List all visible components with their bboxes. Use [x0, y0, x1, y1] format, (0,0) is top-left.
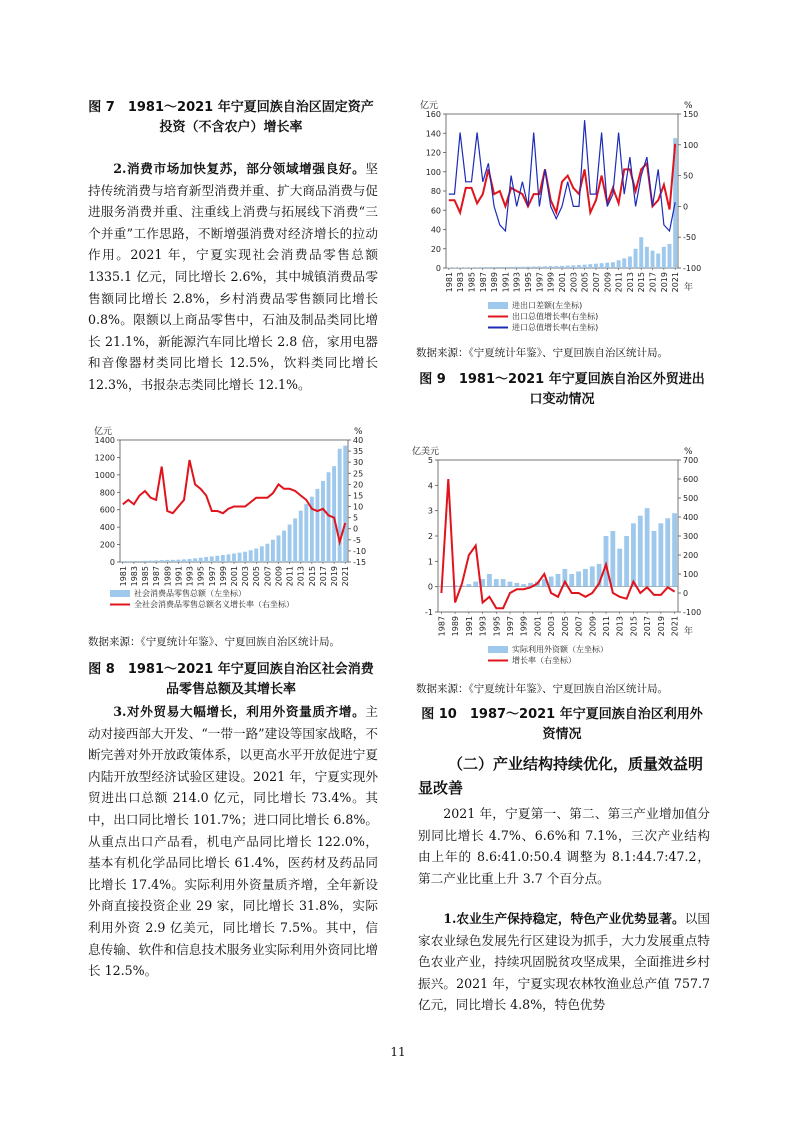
fig10-right-tick-label: 300 [683, 532, 699, 541]
fig8-right-tick-label: -5 [353, 535, 361, 545]
fig9-x-tick-label: 2013 [625, 272, 635, 293]
fig9-bar [628, 256, 632, 268]
fig8-x-tick-label: 1987 [152, 566, 162, 587]
fig10-right-tick-label: 0 [683, 589, 689, 598]
fig8-bar [193, 558, 197, 562]
fig9-bar [566, 266, 570, 268]
fig10-bar [549, 577, 554, 587]
fig9-bar [639, 237, 643, 268]
fig10-source: 数据来源：《宁夏统计年鉴》、宁夏回族自治区统计局。 [416, 683, 668, 695]
fig9-bar [594, 264, 598, 268]
fig9-legend-label: 进口总值增长率(右坐标) [512, 323, 599, 332]
fig10-x-tick-label: 1997 [506, 616, 515, 637]
trade-body: 主动对接西部大开发、“一带一路”建设等国家战略，不断完善对外开放政策体系，以更高水平开放促进宁夏内陆开放型经济试验区建设。2021 年，宁夏实现外贸进出口总额 214.0 亿元，同比增长 73.4%。其中，出口同比增长 101.7%；进口同比增长 6.8%。从重点出口产品看，机电产品同比增长 122.0%，基本有机化学品同比增长 61.4%，医药材及药品同比增长 17.4%。实际利用外资量质齐增，全年新设外商直接投资企业 29 家，同比增长 31.8%，实际利用外资 2.9 亿美元，同比增长 7.5%。其中，信息传输、软件和信息技术服务业实际利用外资同比增长 12.5%。 [88, 704, 378, 979]
fig8-source: 数据来源：《宁夏统计年鉴》、宁夏回族自治区统计局。 [88, 636, 340, 648]
fig9-right-tick-label: 0 [683, 202, 689, 212]
fig9-left-tick-label: 100 [425, 167, 441, 177]
fig10-bar [631, 523, 636, 586]
fig9-left-tick-label: 120 [425, 148, 441, 158]
fig8-legend-swatch [110, 590, 130, 597]
fig10-bar [610, 531, 615, 587]
fig9-bar [520, 267, 524, 268]
consumption-paragraph [88, 158, 378, 396]
fig10-x-tick-label: 1995 [492, 616, 502, 637]
fig8-x-tick-label: 1993 [185, 566, 195, 587]
fig9-bar [588, 264, 592, 268]
fig10-bar [583, 569, 588, 587]
fig8-bar [221, 555, 225, 562]
fig8-bar [265, 544, 269, 562]
fig10-bar [501, 579, 506, 587]
fig8-bar [204, 557, 208, 562]
fig8-bar [249, 550, 253, 562]
fig8-bar [343, 446, 347, 562]
fig8-bar [260, 546, 264, 562]
fig8-bar [215, 556, 219, 562]
fig8-right-tick-label: 10 [353, 502, 364, 512]
fig10-bar [576, 571, 581, 586]
fig8-legend-label: 全社会消费品零售总额名义增长率（右坐标） [134, 600, 294, 609]
fig8-bar [254, 548, 258, 562]
fig10-bar [466, 584, 471, 587]
fig9-source: 数据来源：《宁夏统计年鉴》、宁夏回族自治区统计局。 [416, 347, 668, 359]
fig10-left-tick-label: 0 [427, 582, 433, 592]
fig7-caption: 图 7 1981～2021 年宁夏回族自治区固定资产投资（不含农户）增长率 [88, 100, 374, 135]
fig8-bar [332, 466, 336, 562]
fig8-bar [160, 560, 164, 562]
fig8-bar [321, 481, 325, 562]
fig10-bar [494, 579, 499, 587]
fig8-left-tick-label: 600 [99, 505, 115, 515]
fig9-bar [611, 262, 615, 268]
fig8-bar [232, 554, 236, 562]
fig9-x-tick-label: 2011 [614, 272, 624, 293]
fig8-x-tick-label: 2015 [307, 566, 317, 587]
fig10-bar [590, 566, 595, 586]
fig10-left-tick-label: 4 [427, 481, 433, 491]
fig8-right-tick-label: -10 [353, 546, 367, 556]
fig8-bar [143, 561, 147, 562]
fig9-x-tick-label: 1999 [546, 272, 556, 293]
fig10-svg [412, 440, 710, 668]
fig10-bar [624, 536, 629, 587]
fig9-right-tick-label: -100 [683, 264, 702, 273]
fig9-bar [498, 267, 502, 268]
fig9-bar [549, 266, 553, 268]
fig8-chart [86, 424, 378, 620]
fig9-bar [481, 267, 485, 268]
fig8-bar [304, 504, 308, 562]
fig9-bar [554, 266, 558, 268]
section-heading: （二）产业结构持续优化，质量效益明显改善 [418, 755, 704, 797]
fig9-x-tick-label: 2003 [569, 272, 579, 293]
fig9-bar [543, 266, 547, 268]
consumption-lead: 2.消费市场加快复苏，部分领域增强良好。 [113, 161, 366, 176]
fig10-left-unit: 亿美元 [412, 447, 440, 457]
fig9-right-tick-label: -50 [683, 233, 697, 243]
consumption-body: 坚持传统消费与培育新型消费并重、扩大商品消费与促进服务消费并重、注重线上消费与拓展线下消费“三个并重”工作思路，不断增强消费对经济增长的拉动作用。2021 年，宁夏实现社会消费品零售总额 1335.1 亿元，同比增长 2.6%，其中城镇消费品零售额同比增长 2.8%，乡村消费品零售额同比增长 0.8%。限额以上商品零售中，石油及制品类同比增长 21.1%，新能源汽车同比增长 2.8 倍，家用电器和音像器材类同比增长 12.5%，饮料类同比增长 12.3%，书报杂志类同比增长 12.1%。 [88, 161, 378, 392]
fig9-bar [571, 265, 575, 268]
fig9-bar [475, 267, 479, 268]
fig9-bar [515, 267, 519, 268]
fig8-bar [176, 560, 180, 562]
fig10-x-tick-label: 2015 [629, 616, 639, 637]
fig9-x-tick-label: 2021 [671, 272, 681, 293]
fig8-x-tick-label: 1981 [118, 566, 128, 587]
fig9-x-tick-label: 2017 [648, 272, 658, 293]
fig9-bar [645, 247, 649, 268]
fig8-bar [188, 559, 192, 562]
fig8-left-tick-label: 1400 [94, 436, 115, 445]
fig10-x-suffix: 年 [684, 627, 694, 637]
fig9-chart [416, 96, 710, 342]
fig8-x-tick-label: 2009 [274, 566, 284, 587]
fig8-x-tick-label: 1983 [129, 566, 139, 587]
fig10-x-tick-label: 2019 [656, 616, 666, 637]
fig8-bar [126, 561, 130, 562]
fig9-bar [526, 267, 530, 268]
fig8-left-unit: 亿元 [94, 427, 113, 437]
fig8-x-tick-label: 2003 [241, 566, 251, 587]
fig8-bar [282, 531, 286, 562]
fig9-bar [662, 247, 666, 268]
agriculture-paragraph [418, 908, 710, 1016]
fig10-right-tick-label: 700 [683, 456, 699, 465]
fig9-legend-swatch [488, 302, 508, 309]
fig8-x-tick-label: 2011 [285, 566, 295, 587]
fig10-bar [638, 516, 643, 587]
fig10-x-tick-label: 2005 [560, 616, 570, 637]
fig10-x-tick-label: 2017 [643, 616, 653, 637]
fig9-x-tick-label: 1987 [478, 272, 488, 293]
fig10-bar [473, 582, 478, 587]
fig8-bar [132, 561, 136, 562]
fig8-left-tick-label: 1200 [94, 453, 115, 463]
fig9-bar [605, 263, 609, 268]
fig9-line-2 [449, 120, 675, 231]
fig9-x-suffix: 年 [684, 283, 694, 293]
fig9-bar [537, 266, 541, 268]
fig9-x-tick-label: 2019 [659, 272, 669, 293]
fig8-bar [165, 560, 169, 562]
fig8-bar [199, 558, 203, 562]
fig8-x-tick-label: 2013 [296, 566, 306, 587]
fig8-x-tick-label: 1991 [174, 566, 184, 587]
fig8-x-tick-label: 1989 [163, 566, 173, 587]
fig10-right-tick-label: -100 [683, 608, 702, 617]
fig9-x-tick-label: 2009 [603, 272, 613, 293]
fig10-bar [569, 574, 574, 587]
fig10-x-tick-label: 2001 [533, 616, 543, 637]
fig10-right-tick-label: 500 [683, 494, 699, 503]
fig8-bar [182, 559, 186, 562]
fig10-bar [652, 531, 657, 587]
fig8-right-tick-label: -15 [353, 558, 367, 567]
fig10-legend-label: 实际利用外资额（左坐标） [512, 645, 608, 654]
fig10-x-tick-label: 2007 [574, 616, 584, 637]
fig10-x-tick-label: 1999 [519, 616, 529, 637]
fig8-bar [243, 552, 247, 562]
fig9-x-tick-label: 1995 [524, 272, 534, 293]
fig9-bar [469, 267, 473, 268]
fig9-right-unit: % [684, 101, 693, 111]
fig10-bar [446, 586, 451, 587]
fig10-bar [521, 584, 526, 587]
fig10-right-unit: % [684, 447, 693, 457]
fig9-x-tick-label: 1985 [467, 272, 477, 293]
fig8-bar [327, 472, 331, 562]
fig10-left-tick-label: 3 [427, 506, 433, 516]
fig8-left-tick-label: 400 [99, 523, 115, 533]
fig8-bar [271, 540, 275, 562]
fig8-x-tick-label: 2005 [252, 566, 262, 587]
fig10-bar [604, 536, 609, 587]
fig9-caption: 图 9 1981～2021 年宁夏回族自治区外贸进出口变动情况 [419, 372, 705, 407]
fig10-left-tick-label: -1 [425, 608, 433, 617]
fig10-chart [412, 440, 710, 668]
fig9-bar [668, 244, 672, 268]
fig10-x-tick-label: 2009 [588, 616, 598, 637]
fig8-right-tick-label: 30 [353, 458, 364, 468]
fig10-bar [658, 523, 663, 586]
fig10-x-tick-label: 1987 [437, 616, 447, 637]
fig10-legend-label: 增长率（右坐标） [512, 656, 576, 665]
fig8-right-tick-label: 35 [353, 447, 364, 457]
fig9-bar [577, 265, 581, 268]
fig8-bar [226, 554, 230, 562]
fig10-bar [672, 513, 677, 586]
fig8-legend-label: 社会消费品零售总额（左坐标） [134, 589, 246, 598]
fig8-x-tick-label: 2007 [263, 566, 273, 587]
fig8-bar [171, 560, 175, 562]
fig8-left-tick-label: 200 [99, 540, 115, 550]
fig9-right-tick-label: 100 [683, 140, 699, 150]
fig8-bar [121, 561, 125, 562]
fig9-left-tick-label: 40 [430, 225, 441, 235]
fig9-x-tick-label: 1991 [501, 272, 511, 293]
fig10-bar [556, 574, 561, 587]
fig10-right-tick-label: 200 [683, 551, 699, 560]
fig8-x-tick-label: 2019 [330, 566, 340, 587]
fig9-x-tick-label: 1983 [456, 272, 466, 293]
fig8-svg [86, 424, 378, 620]
fig9-left-unit: 亿元 [420, 101, 439, 111]
fig10-x-tick-label: 2011 [602, 616, 611, 637]
fig10-bar [665, 518, 670, 586]
fig8-bar [277, 535, 281, 562]
fig9-bar [622, 258, 626, 268]
fig9-bar [486, 267, 490, 268]
fig8-x-tick-label: 2017 [318, 566, 328, 587]
fig8-right-tick-label: 20 [353, 480, 364, 490]
fig8-x-tick-label: 1997 [207, 566, 217, 587]
fig8-bar [288, 525, 292, 562]
fig10-x-tick-label: 2003 [547, 616, 557, 637]
fig10-x-tick-label: 1991 [464, 616, 474, 637]
fig10-right-tick-label: 600 [683, 475, 699, 484]
fig8-x-tick-label: 1995 [196, 566, 206, 587]
fig9-bar [509, 267, 513, 268]
fig8-left-tick-label: 0 [109, 558, 115, 567]
fig9-bar [656, 254, 660, 268]
fig8-x-tick-label: 2001 [230, 566, 239, 587]
fig8-right-tick-label: 5 [353, 513, 359, 523]
fig8-left-tick-label: 800 [99, 488, 115, 498]
fig8-x-tick-label: 1985 [141, 566, 151, 587]
fig8-x-tick-label: 1999 [218, 566, 228, 587]
fig9-x-tick-label: 1997 [535, 272, 545, 293]
fig8-right-tick-label: 15 [353, 491, 364, 501]
fig9-bar [492, 267, 496, 268]
fig9-svg [416, 96, 710, 342]
fig8-right-tick-label: 25 [353, 469, 364, 479]
fig9-bar [600, 263, 604, 268]
agriculture-lead: 1.农业生产保持稳定，特色产业优势显著。 [443, 911, 685, 926]
fig10-bar [617, 549, 622, 587]
fig9-bar [464, 267, 468, 268]
fig10-caption: 图 10 1987～2021 年宁夏回族自治区利用外资情况 [421, 707, 703, 742]
trade-paragraph [88, 701, 378, 982]
fig10-bar [487, 574, 492, 587]
fig9-left-tick-label: 140 [425, 129, 441, 139]
fig10-x-tick-label: 1989 [451, 616, 461, 637]
fig8-bar [138, 561, 142, 562]
fig9-left-tick-label: 80 [430, 187, 441, 196]
fig9-bar [651, 251, 655, 268]
fig9-bar [560, 266, 564, 268]
fig9-x-tick-label: 2005 [580, 272, 590, 293]
structure-paragraph: 2021 年，宁夏第一、第二、第三产业增加值分别同比增长 4.7%、6.6%和 7.1%，三次产业结构由上年的 8.6:41.0:50.4 调整为 8.1:44.7:47.2，第二产业比重上升 3.7 个百分点。 [418, 806, 710, 886]
fig9-left-tick-label: 160 [425, 110, 441, 119]
fig10-legend-swatch [488, 646, 508, 653]
fig10-bar [514, 583, 519, 587]
fig8-bar [210, 556, 214, 562]
fig9-x-tick-label: 2001 [558, 272, 567, 293]
fig10-left-tick-label: 2 [427, 532, 433, 541]
fig8-left-tick-label: 1000 [94, 470, 115, 480]
fig8-bar [293, 518, 297, 562]
fig10-bar [508, 582, 513, 587]
fig10-right-tick-label: 100 [683, 570, 699, 579]
page-number: 11 [390, 1045, 406, 1059]
fig8-caption: 图 8 1981～2021 年宁夏回族自治区社会消费品零售总额及其增长率 [88, 662, 374, 697]
fig8-right-unit: % [354, 427, 363, 437]
fig9-left-tick-label: 60 [430, 206, 441, 216]
fig10-x-tick-label: 1993 [478, 616, 488, 637]
trade-lead: 3.对外贸易大幅增长，利用外资量质齐增。 [113, 704, 366, 719]
fig9-x-tick-label: 1981 [444, 272, 454, 293]
fig9-x-tick-label: 2015 [637, 272, 647, 293]
fig9-x-tick-label: 1989 [490, 272, 500, 293]
fig9-bar [532, 267, 536, 268]
fig9-right-tick-label: 150 [683, 110, 699, 119]
fig9-left-tick-label: 20 [430, 244, 441, 254]
fig8-bar [154, 560, 158, 562]
fig8-bar [315, 489, 319, 562]
fig8-right-tick-label: 0 [353, 524, 359, 534]
fig10-left-tick-label: 5 [427, 456, 433, 465]
fig8-bar [149, 561, 153, 562]
fig9-bar [583, 265, 587, 268]
fig9-right-tick-label: 50 [683, 171, 694, 181]
fig8-bar [299, 511, 303, 562]
fig9-bar [503, 267, 507, 268]
fig9-legend-label: 进出口差额(左坐标) [512, 301, 583, 310]
fig10-x-tick-label: 2013 [615, 616, 625, 637]
fig10-bar [645, 508, 650, 587]
fig10-right-tick-label: 400 [683, 513, 699, 522]
fig8-x-tick-label: 2021 [341, 566, 351, 587]
fig9-x-tick-label: 2007 [591, 272, 601, 293]
fig9-bar [634, 249, 638, 268]
fig9-bar [617, 260, 621, 268]
agriculture-body: 以国家农业绿色发展先行区建设为抓手，大力发展重点特色农业产业，持续巩固脱贫攻坚成果，全面推进乡村振兴。2021 年，宁夏实现农林牧渔业总产值 757.7 亿元，同比增长 4.8%，特色优势 [418, 911, 710, 1013]
fig9-x-tick-label: 1993 [512, 272, 522, 293]
fig10-x-tick-label: 2021 [670, 616, 680, 637]
fig9-legend-label: 出口总值增长率(右坐标) [512, 312, 599, 321]
fig9-left-tick-label: 0 [435, 264, 441, 273]
fig8-right-tick-label: 40 [353, 436, 364, 445]
fig8-bar [238, 553, 242, 562]
fig10-left-tick-label: 1 [427, 557, 433, 567]
